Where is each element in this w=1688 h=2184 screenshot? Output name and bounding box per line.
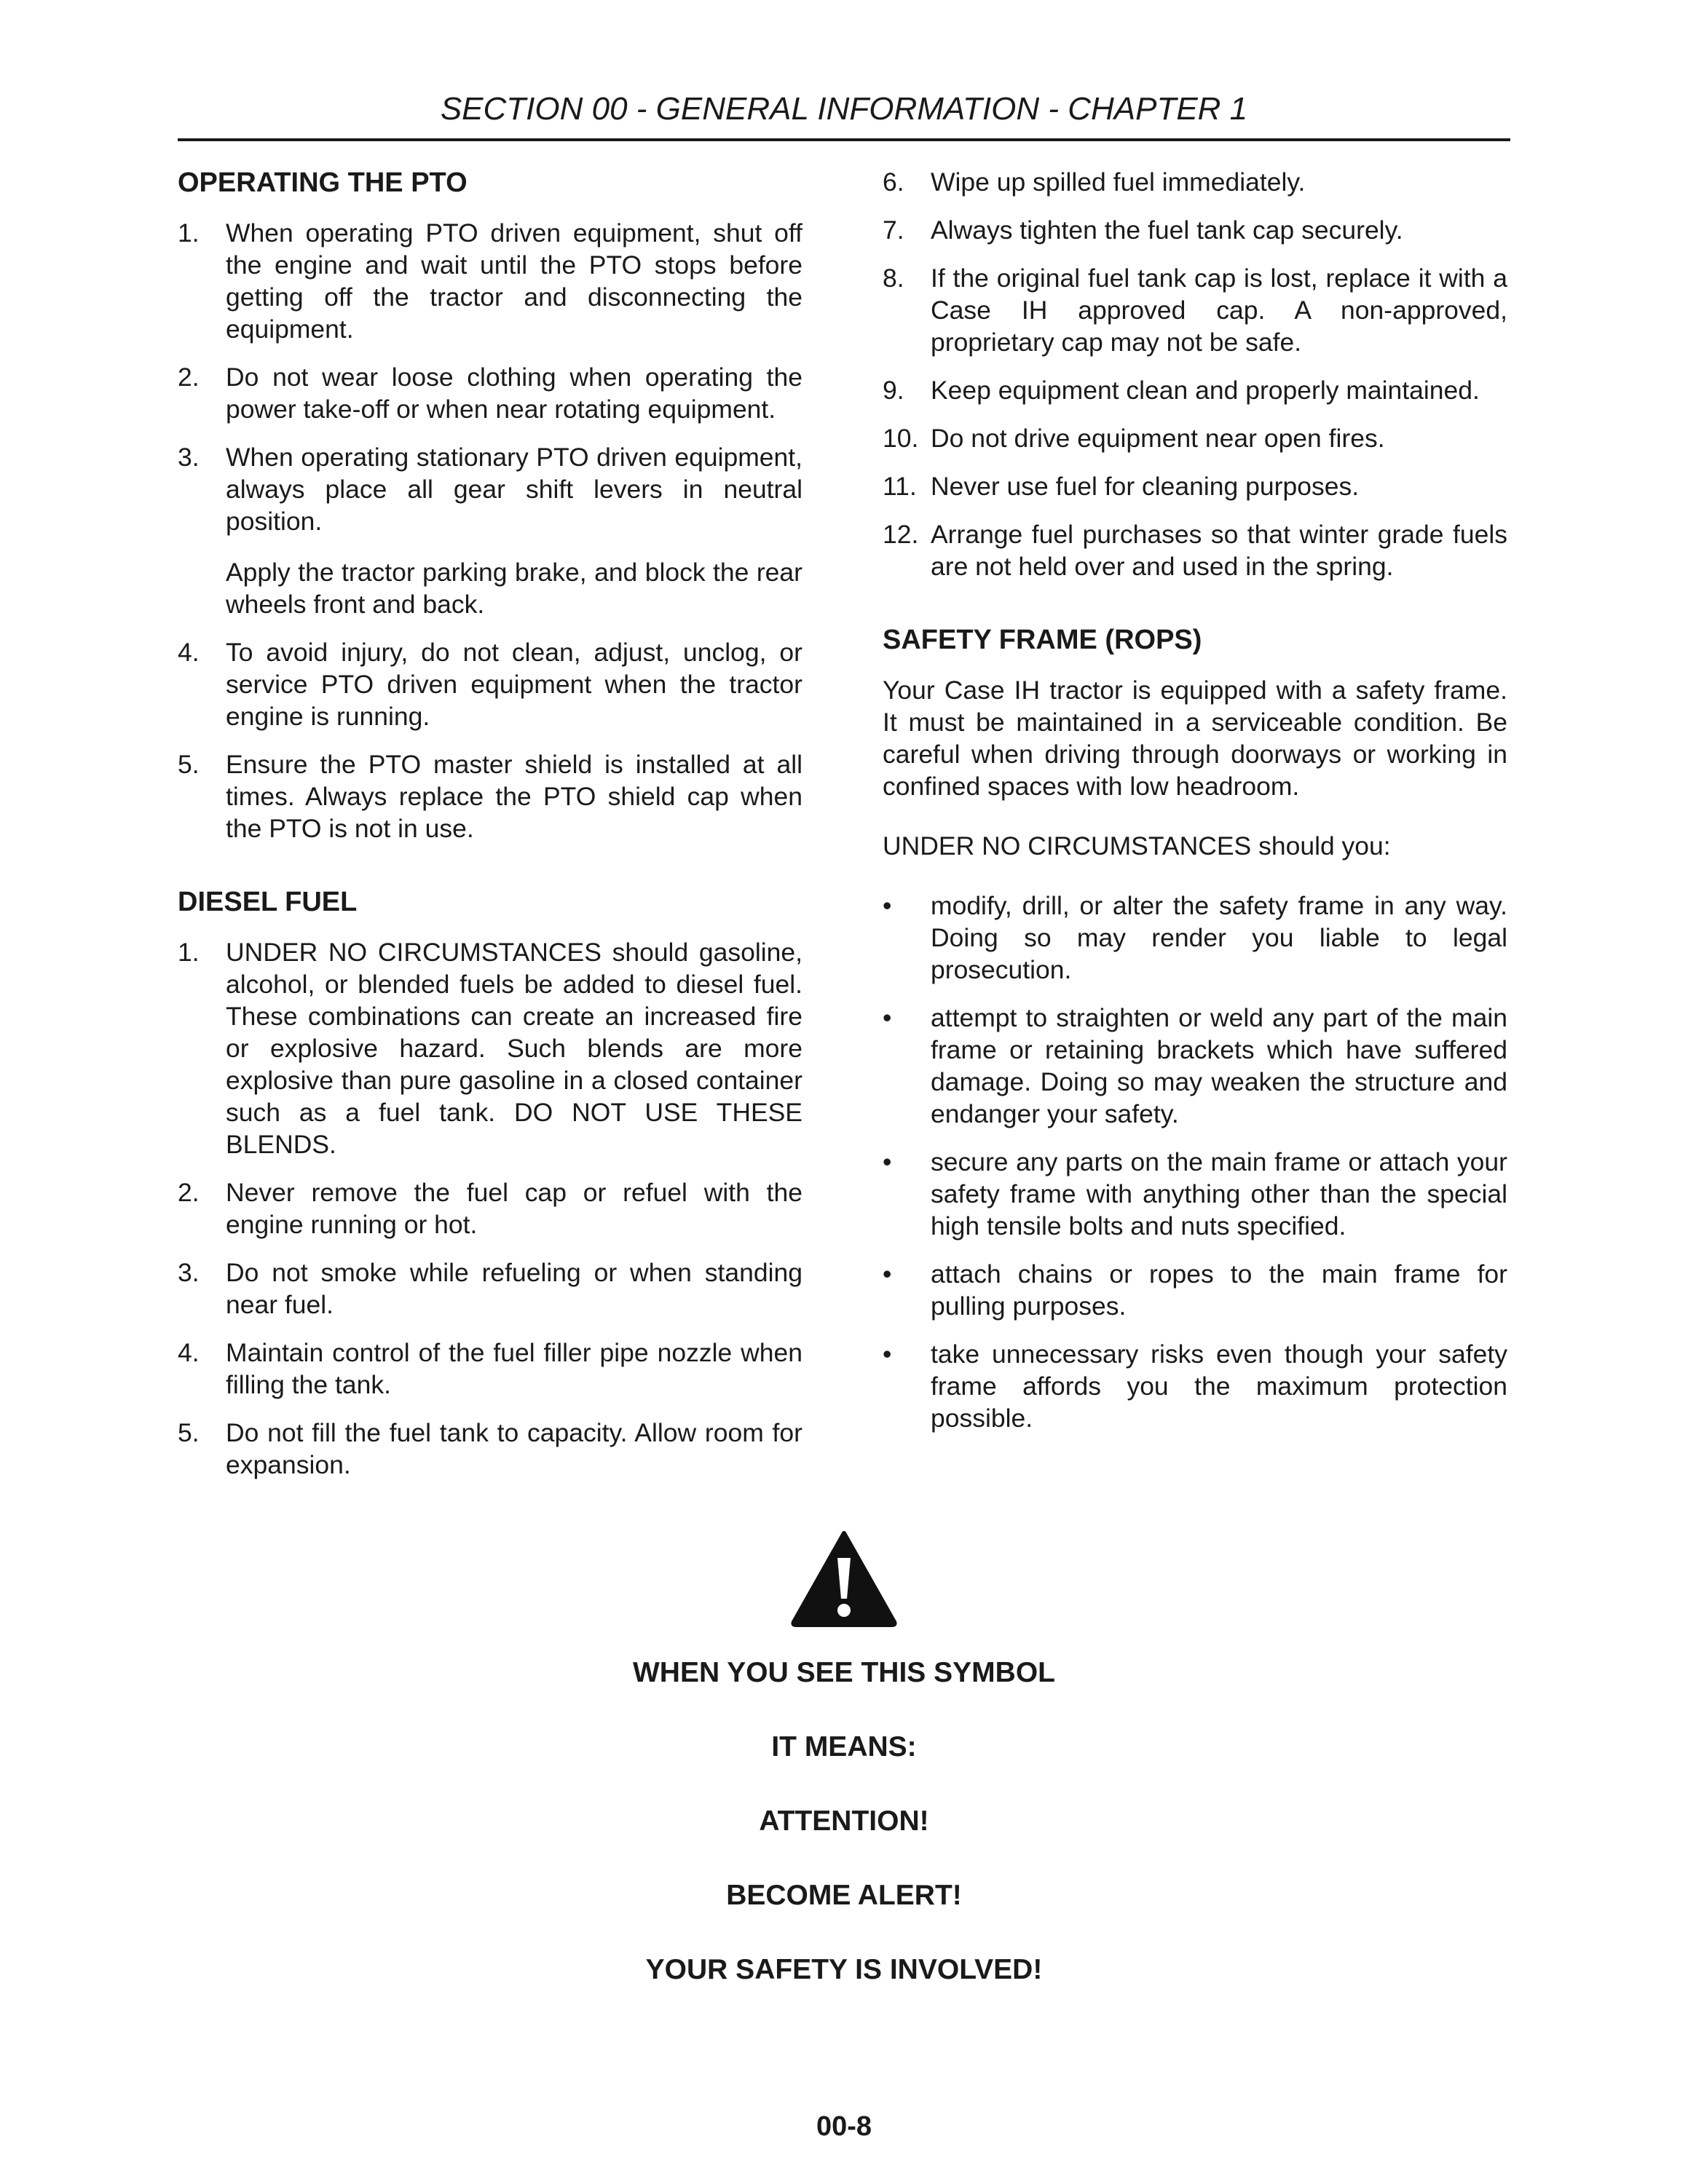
item-text: When operating PTO driven equipment, shut off the engine and wait until the PTO stops before getting off the tractor and disconnecting the equipment. [226, 218, 802, 344]
list-item [178, 217, 802, 345]
item-text: Maintain control of the fuel filler pipe nozzle when filling the tank. [226, 1338, 802, 1399]
rops-warning-lead: UNDER NO CIRCUMSTANCES should you: [883, 831, 1391, 860]
list-item [883, 1002, 1507, 1130]
item-text: Do not drive equipment near open fires. [931, 424, 1385, 453]
item-text: When operating stationary PTO driven equipment, always place all gear shift levers in neutral position. [226, 443, 802, 536]
list-item [178, 748, 802, 844]
item-number: 8. [883, 264, 904, 293]
warning-line: BECOME ALERT! [726, 1880, 962, 1911]
list-item [883, 166, 1507, 198]
pto-list [178, 217, 802, 844]
item-number: 11. [883, 472, 917, 501]
item-number: 1. [178, 218, 200, 248]
item-text: Keep equipment clean and properly maintained. [931, 376, 1480, 405]
item-number: 10. [883, 424, 919, 453]
item-number: 1. [178, 938, 200, 967]
list-item [883, 374, 1507, 406]
list-item [883, 422, 1507, 454]
bullet-mark: • [883, 1003, 892, 1032]
list-item [883, 262, 1507, 358]
bullet-mark: • [883, 891, 892, 920]
header-divider [178, 138, 1510, 141]
item-text: Ensure the PTO master shield is installed at all times. Always replace the PTO shield cap when the PTO is not in use. [226, 750, 802, 843]
warning-line: WHEN YOU SEE THIS SYMBOL [632, 1657, 1055, 1688]
diesel-list [178, 936, 802, 1481]
list-item [883, 470, 1507, 502]
item-text: take unnecessary risks even though your safety frame affords you the maximum protection possible. [931, 1340, 1507, 1433]
list-item [178, 1176, 802, 1241]
item-text: Always tighten the fuel tank cap securely. [931, 215, 1403, 245]
item-text: Do not smoke while refueling or when standing near fuel. [226, 1258, 802, 1319]
item-number: 9. [883, 376, 904, 405]
item-number: 2. [178, 363, 200, 392]
list-item [178, 936, 802, 1160]
item-number: 2. [178, 1178, 200, 1207]
item-text: modify, drill, or alter the safety frame in any way. Doing so may render you liable to legal prosecution. [931, 891, 1507, 984]
item-text: UNDER NO CIRCUMSTANCES should gasoline, alcohol, or blended fuels be added to diesel fuel. These combinations can create an increased fire or explosive hazard. Such blends are more explosive than pure gasoline in a closed container such as a fuel tank. DO NOT USE THESE BLENDS. [226, 938, 802, 1159]
item-text: Never remove the fuel cap or refuel with the engine running or hot. [226, 1178, 802, 1239]
diesel-list-continued [883, 166, 1507, 582]
bullet-mark: • [883, 1147, 892, 1176]
item-text: Never use fuel for cleaning purposes. [931, 472, 1360, 501]
item-number: 6. [883, 167, 904, 197]
item-number: 5. [178, 1418, 200, 1447]
item-number: 4. [178, 638, 200, 667]
pto-heading: OPERATING THE PTO [178, 167, 468, 198]
list-item [883, 1146, 1507, 1242]
item-number: 3. [178, 443, 200, 472]
item-text: Do not wear loose clothing when operating the power take-off or when near rotating equipment. [226, 363, 802, 424]
list-item [178, 636, 802, 732]
bullet-mark: • [883, 1259, 892, 1289]
item-text: attach chains or ropes to the main frame for pulling purposes. [931, 1259, 1507, 1321]
item-number: 7. [883, 215, 904, 245]
list-item [178, 1257, 802, 1321]
warning-line: IT MEANS: [771, 1731, 917, 1762]
right-column [883, 166, 1507, 1450]
list-item [883, 1338, 1507, 1434]
item-text: If the original fuel tank cap is lost, replace it with a Case IH approved cap. A non-approved, proprietary cap may not be safe. [931, 264, 1507, 357]
list-item [883, 214, 1507, 246]
item-text: Do not fill the fuel tank to capacity. Allow room for expansion. [226, 1418, 802, 1479]
rops-intro: Your Case IH tractor is equipped with a safety frame. It must be maintained in a serviceable condition. Be careful when driving through doorways or working in confined spaces with low headroom. [883, 676, 1507, 801]
warning-line: ATTENTION! [759, 1805, 929, 1837]
item-number: 12. [883, 520, 919, 549]
item-text: Wipe up spilled fuel immediately. [931, 167, 1306, 197]
list-item [178, 361, 802, 425]
list-item [883, 1258, 1507, 1322]
list-item [883, 518, 1507, 582]
list-item [883, 890, 1507, 986]
item-number: 4. [178, 1338, 200, 1367]
item-text: attempt to straighten or weld any part of the main frame or retaining brackets which have suffered damage. Doing so may weaken the structure and endanger your safety. [931, 1003, 1507, 1128]
list-item [178, 441, 802, 620]
item-text: Arrange fuel purchases so that winter grade fuels are not held over and used in the spring. [931, 520, 1507, 581]
warning-line: YOUR SAFETY IS INVOLVED! [645, 1954, 1043, 1985]
item-number: 3. [178, 1258, 200, 1287]
bullet-mark: • [883, 1340, 892, 1369]
item-text: To avoid injury, do not clean, adjust, unclog, or service PTO driven equipment when the tractor engine is running. [226, 638, 802, 731]
item-number: 5. [178, 750, 200, 779]
left-column [178, 166, 802, 1497]
page-header: SECTION 00 - GENERAL INFORMATION - CHAPTER 1 [440, 91, 1248, 127]
list-item [178, 1417, 802, 1481]
diesel-heading: DIESEL FUEL [178, 887, 358, 917]
item-continuation: Apply the tractor parking brake, and block the rear wheels front and back. [226, 558, 802, 619]
rops-heading: SAFETY FRAME (ROPS) [883, 625, 1202, 655]
list-item [178, 1337, 802, 1401]
safety-alert-block [178, 1529, 1510, 1987]
page-number: 00-8 [816, 2111, 872, 2142]
warning-triangle-icon [789, 1529, 899, 1628]
item-text: secure any parts on the main frame or attach your safety frame with anything other than the special high tensile bolts and nuts specified. [931, 1147, 1507, 1241]
rops-bullet-list [883, 890, 1507, 1434]
